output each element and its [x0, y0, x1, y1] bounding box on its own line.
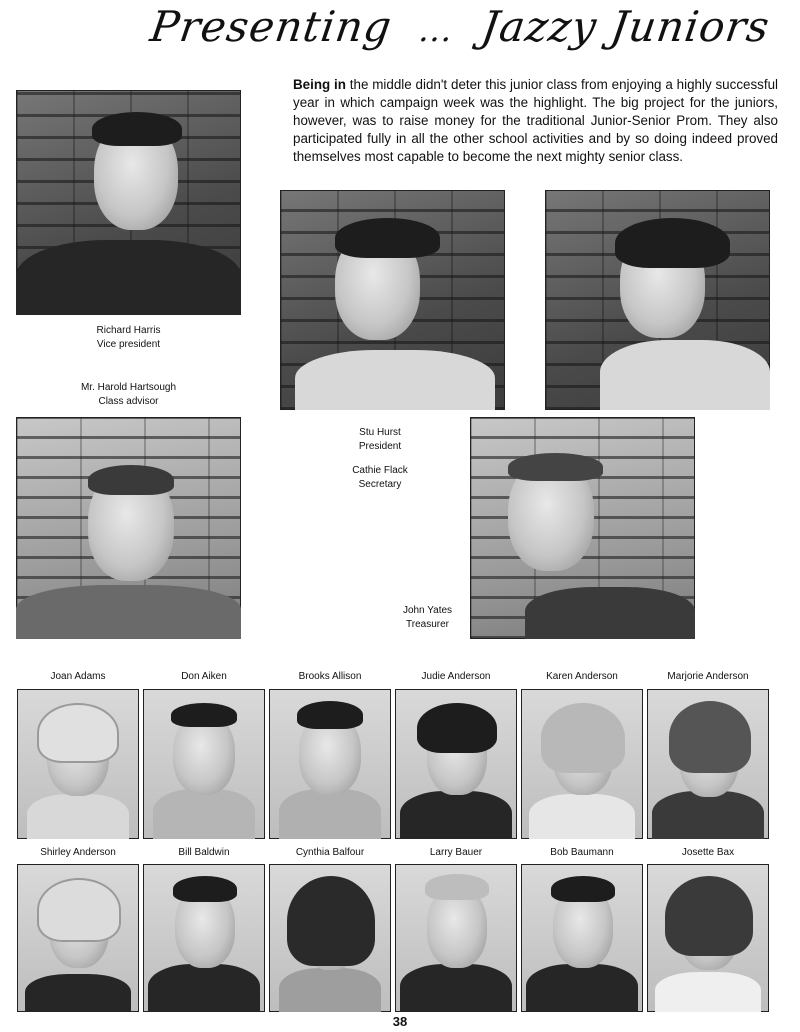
student-photo	[17, 864, 139, 1012]
title-word-juniors: Juniors	[607, 2, 773, 51]
photo-vice-president	[16, 90, 241, 315]
vice-president-role: Vice president	[96, 339, 161, 350]
secretary-role: Secretary	[358, 479, 402, 490]
title-word-jazzy: Jazzy	[478, 2, 601, 51]
title-separator: ...	[416, 11, 456, 49]
student-photo	[521, 689, 643, 839]
student-name: Judie Anderson	[421, 671, 491, 682]
intro-lead: Being in	[293, 77, 346, 92]
intro-text: the middle didn't deter this junior class from enjoying a highly successful year in which campaign week was the highlight. The big project for the juniors, however, was to raise money for the traditional Junior-Senior Prom. They also participated fully in all the other school activities and by so doing indeed proved themselves most capable to become the next mighty senior class.	[293, 77, 778, 164]
student-name: Bill Baldwin	[178, 847, 230, 858]
student-name: Brooks Allison	[298, 671, 362, 682]
caption-vice-president	[16, 324, 241, 352]
photo-secretary	[545, 190, 770, 410]
vice-president-name: Richard Harris	[96, 325, 161, 336]
page-number: 38	[392, 1014, 408, 1029]
photo-president	[280, 190, 505, 410]
photo-treasurer	[470, 417, 695, 639]
student-name: Marjorie Anderson	[667, 671, 749, 682]
student-name: Bob Baumann	[550, 847, 614, 858]
advisor-name: Mr. Harold Hartsough	[80, 382, 177, 393]
student-name: Karen Anderson	[546, 671, 618, 682]
student-name: Don Aiken	[181, 671, 227, 682]
student-photo	[395, 864, 517, 1012]
student-photo	[647, 864, 769, 1012]
advisor-role: Class advisor	[98, 396, 159, 407]
student-photo	[647, 689, 769, 839]
student-photo	[521, 864, 643, 1012]
page-title	[146, 2, 773, 62]
president-role: President	[358, 441, 402, 452]
caption-advisor	[16, 381, 241, 409]
student-photo	[395, 689, 517, 839]
student-name: Josette Bax	[681, 847, 735, 858]
student-photo	[17, 689, 139, 839]
treasurer-name: John Yates	[402, 605, 453, 616]
student-name: Joan Adams	[50, 671, 106, 682]
student-name: Larry Bauer	[429, 847, 483, 858]
student-name: Shirley Anderson	[40, 847, 116, 858]
student-name: Cynthia Balfour	[295, 847, 365, 858]
student-photo	[143, 689, 265, 839]
student-photo	[269, 864, 391, 1012]
treasurer-role: Treasurer	[406, 619, 449, 630]
intro-paragraph	[293, 76, 778, 166]
photo-advisor	[16, 417, 241, 639]
caption-secretary	[305, 464, 455, 492]
secretary-name: Cathie Flack	[352, 465, 408, 476]
student-photo	[269, 689, 391, 839]
president-name: Stu Hurst	[359, 427, 401, 438]
caption-president	[305, 426, 455, 454]
title-word-presenting: Presenting	[147, 2, 396, 51]
student-photo	[143, 864, 265, 1012]
